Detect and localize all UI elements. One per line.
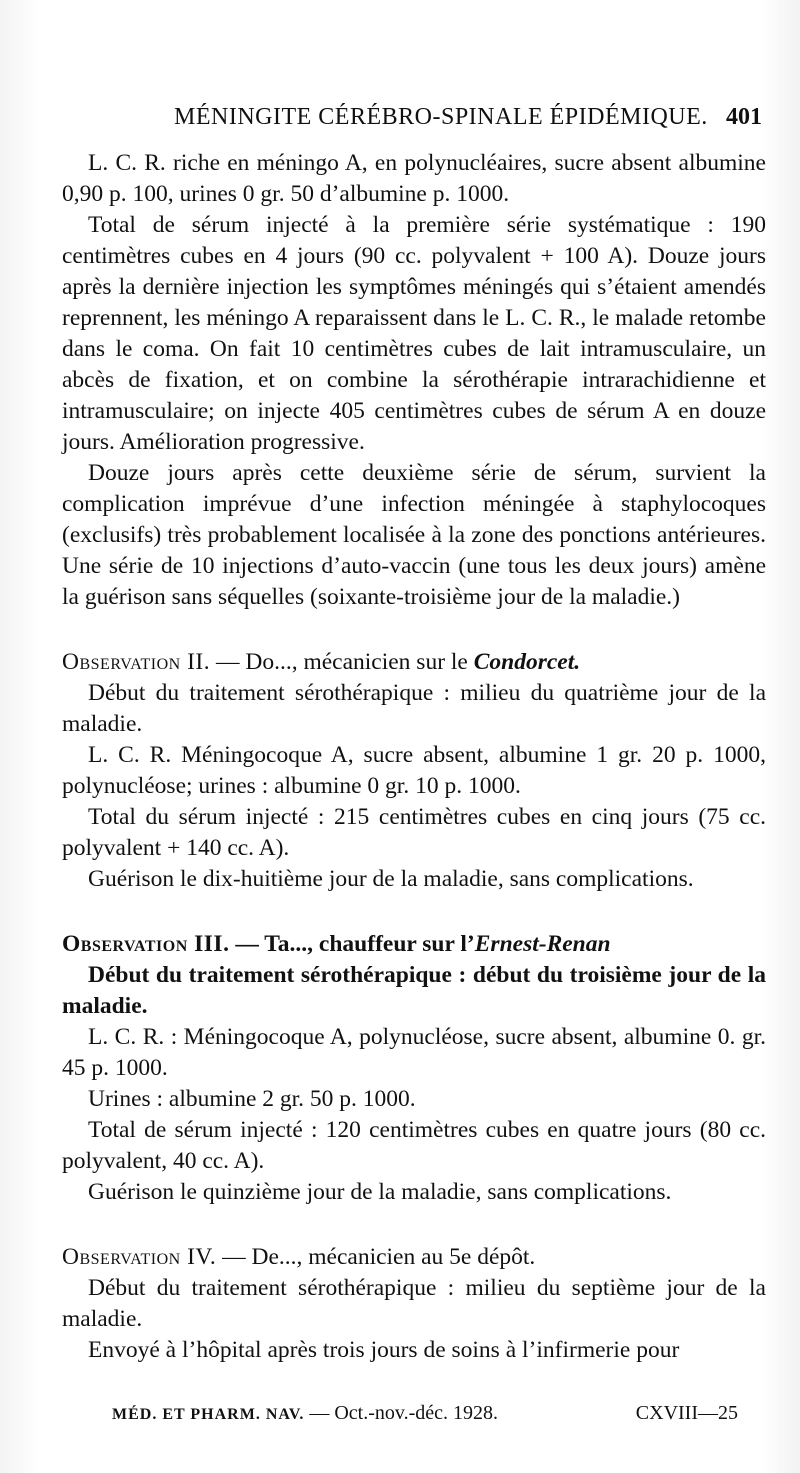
ship-name: Condorcet. xyxy=(473,649,581,675)
paragraph: Total de sérum injecté : 120 centimètres cubes en quatre jours (80 cc. polyvalent, 40 cc. A). xyxy=(62,1117,766,1174)
paragraph: Urines : albumine 2 gr. 50 p. 1000. xyxy=(88,1086,416,1112)
paragraph: Début du traitement sérothérapique : début du troisième jour de la maladie. xyxy=(62,962,766,1019)
page-body xyxy=(62,148,766,1366)
running-title: MÉNINGITE CÉRÉBRO-SPINALE ÉPIDÉMIQUE. xyxy=(174,104,708,130)
observation-4-heading xyxy=(62,1242,766,1273)
paragraph: Guérison le dix-huitième jour de la maladie, sans complications. xyxy=(88,866,694,892)
page-header xyxy=(62,104,766,136)
paragraph: Douze jours après cette deuxième série de sérum, survient la complication imprévue d’une infection méningée à staphylocoques (exclusifs) très probablement localisée à la zone des ponctions antérieures. Une série de 10 injections d’auto-vaccin (une tous les deux jours) amène la guérison sans séquelles (soixante-troisième jour de la maladie.) xyxy=(62,460,766,610)
observation-label: Observation III. xyxy=(62,931,230,957)
issue-date: — Oct.-nov.-déc. 1928. xyxy=(309,1402,499,1424)
footer-citation xyxy=(112,1402,498,1425)
page-number: 401 xyxy=(726,104,762,130)
paragraph: Total du sérum injecté : 215 centimètres cubes en cinq jours (75 cc. polyvalent + 140 cc. A). xyxy=(62,804,766,861)
observation-heading-text: — Ta..., chauffeur sur l’ xyxy=(229,931,475,957)
paragraph: Guérison le quinzième jour de la maladie, sans complications. xyxy=(88,1179,672,1205)
paragraph: L. C. R. Méningocoque A, sucre absent, albumine 1 gr. 20 p. 1000, polynucléose; urines : albumine 0 gr. 10 p. 1000. xyxy=(62,742,766,799)
paragraph: Total de sérum injecté à la première série systématique : 190 centimètres cubes en 4 jours (90 cc. polyvalent + 100 A). Douze jours après la dernière injection les symptômes méningés qui s’étaient amendés reprennent, les méningo A reparaissent dans le L. C. R., le malade retombe dans le coma. On fait 10 centimètres cubes de lait intramusculaire, un abcès de fixation, et on combine la sérothérapie intrarachidienne et intramusculaire; on injecte 405 centimètres cubes de sérum A en douze jours. Amélioration progressive. xyxy=(62,212,766,455)
journal-abbrev: MÉD. ET PHARM. NAV. xyxy=(112,1406,305,1423)
observation-heading-text: — Do..., mécanicien sur le xyxy=(210,649,474,675)
paragraph: L. C. R. riche en méningo A, en polynucléaires, sucre absent albumine 0,90 p. 100, urines 0 gr. 50 d’albumine p. 1000. xyxy=(62,150,766,207)
observation-heading-text: — De..., mécanicien au 5e dépôt. xyxy=(216,1244,536,1270)
observation-2-heading xyxy=(62,647,766,678)
paragraph: Début du traitement sérothérapique : milieu du septième jour de la maladie. xyxy=(62,1275,766,1332)
observation-label: Observation IV. xyxy=(62,1244,217,1270)
observation-3-heading xyxy=(62,929,766,960)
signature-mark: CXVIII—25 xyxy=(635,1402,738,1424)
paragraph: L. C. R. : Méningocoque A, polynucléose, sucre absent, albumine 0. gr. 45 p. 1000. xyxy=(62,1024,766,1081)
ship-name: Ernest-Renan xyxy=(474,931,611,957)
paragraph: Envoyé à l’hôpital après trois jours de soins à l’infirmerie pour xyxy=(88,1337,680,1363)
observation-label: Observation II. xyxy=(62,649,211,675)
paragraph: Début du traitement sérothérapique : milieu du quatrième jour de la maladie. xyxy=(62,680,766,737)
